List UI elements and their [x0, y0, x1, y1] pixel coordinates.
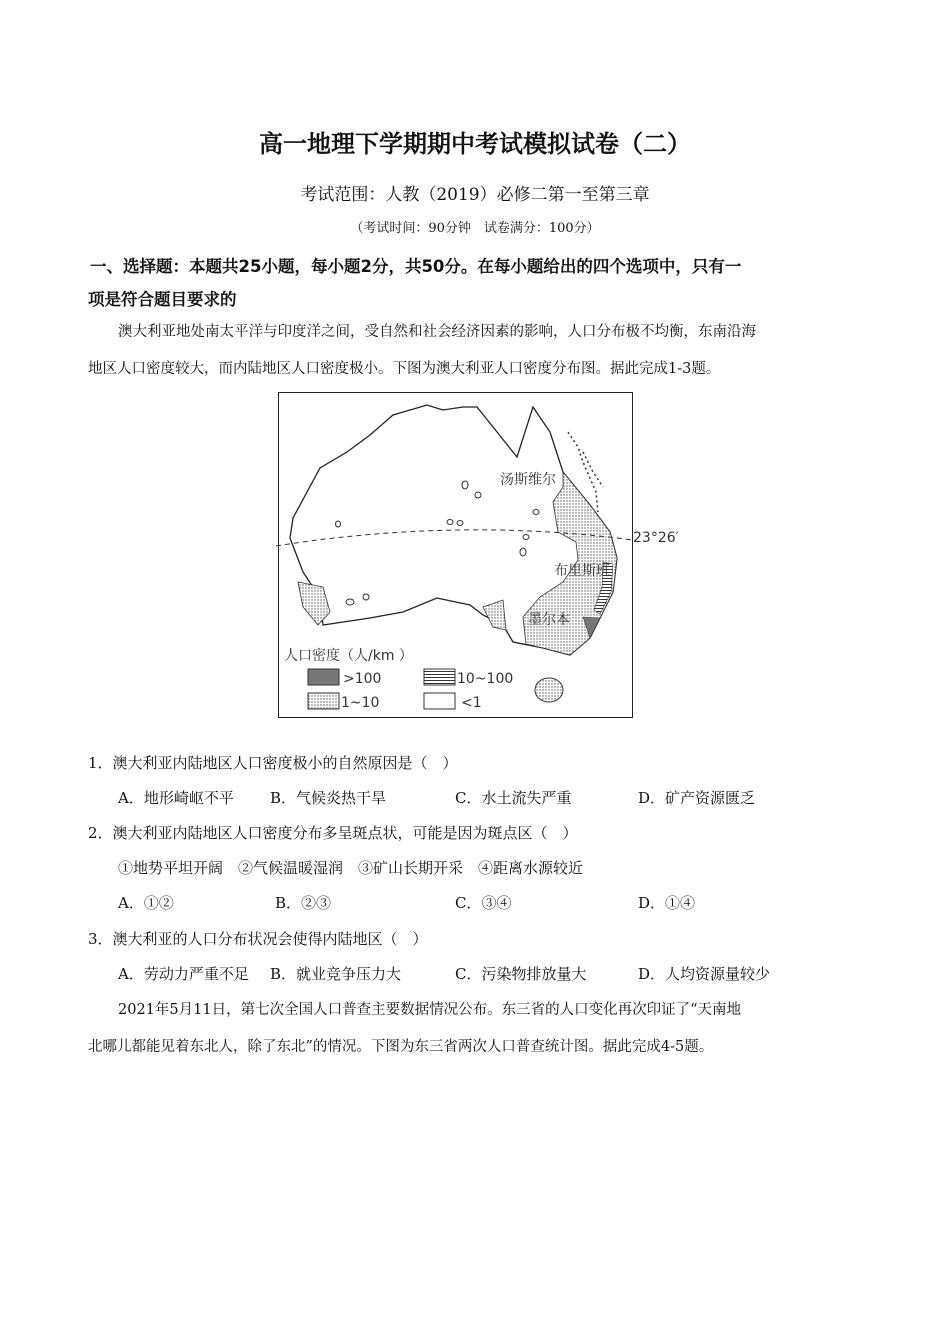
- question-3: 3．澳大利亚的人口分布状况会使得内陆地区（ ）: [88, 930, 428, 948]
- tasmania: [535, 678, 563, 702]
- q2-statements: ①地势平坦开阔 ②气候温暖湿润 ③矿山长期开采 ④距离水源较近: [118, 859, 584, 877]
- legend-gt100: >100: [343, 671, 382, 687]
- legend-lt1: <1: [461, 695, 482, 711]
- q3-option-d[interactable]: D．人均资源量较少: [638, 965, 771, 983]
- q1-option-c[interactable]: C．水土流失严重: [455, 789, 572, 807]
- q3-option-a[interactable]: A．劳动力严重不足: [118, 965, 249, 983]
- q1-option-d[interactable]: D．矿产资源匮乏: [638, 789, 756, 807]
- q2-option-d[interactable]: D．①④: [638, 894, 696, 912]
- q2-option-a[interactable]: A．①②: [118, 894, 174, 912]
- legend-swatch-gt100: [308, 669, 339, 685]
- legend-1-10: 1~10: [341, 695, 380, 711]
- passage-2: 2021年5月11日，第七次全国人口普查主要数据情况公布。东三省的人口变化再次印证了“天南地: [118, 1002, 741, 1018]
- passage-2-cont: 北哪儿都能见着东北人，除了东北”的情况。下图为东三省两次人口普查统计图。据此完成4-5题。: [88, 1039, 714, 1055]
- passage-1-cont: 地区人口密度较大，而内陆地区人口密度极小。下图为澳大利亚人口密度分布图。据此完成1-3题。: [88, 361, 721, 377]
- passage-1: 澳大利亚地处南太平洋与印度洋之间，受自然和社会经济因素的影响，人口分布极不均衡，东南沿海: [118, 324, 756, 340]
- legend-10-100: 10~100: [457, 671, 514, 687]
- label-tropic: 23°26′: [633, 530, 679, 546]
- q1-option-b[interactable]: B．气候炎热干旱: [270, 789, 387, 807]
- section-heading-cont: 项是符合题目要求的: [88, 290, 237, 309]
- legend-swatch-10-100: [424, 669, 455, 685]
- q3-option-c[interactable]: C．污染物排放量大: [455, 965, 587, 983]
- page-title: 高一地理下学期期中考试模拟试卷（二）: [259, 130, 691, 158]
- legend-swatch-lt1: [424, 693, 455, 709]
- australia-population-density-map: [278, 392, 698, 722]
- question-2: 2．澳大利亚内陆地区人口密度分布多呈斑点状，可能是因为斑点区（ ）: [88, 824, 578, 842]
- q2-option-c[interactable]: C．③④: [455, 894, 512, 912]
- q3-option-b[interactable]: B．就业竞争压力大: [270, 965, 402, 983]
- legend-swatch-1-10: [308, 693, 339, 709]
- q1-option-a[interactable]: A．地形崎岖不平: [118, 789, 234, 807]
- label-melbourne: 墨尔本: [528, 612, 570, 628]
- exam-info: （考试时间：90分钟 试卷满分：100分）: [350, 221, 600, 236]
- exam-scope: 考试范围：人教（2019）必修二第一至第三章: [300, 185, 650, 205]
- legend-title: 人口密度（人/km ）: [284, 648, 413, 664]
- question-1: 1．澳大利亚内陆地区人口密度极小的自然原因是（ ）: [88, 754, 458, 772]
- section-heading: 一、选择题：本题共25小题，每小题2分，共50分。在每小题给出的四个选项中，只有一: [90, 257, 742, 276]
- q2-option-b[interactable]: B．②③: [275, 894, 332, 912]
- label-brisbane: 布里斯班: [554, 563, 610, 579]
- label-townsville: 汤斯维尔: [500, 472, 556, 488]
